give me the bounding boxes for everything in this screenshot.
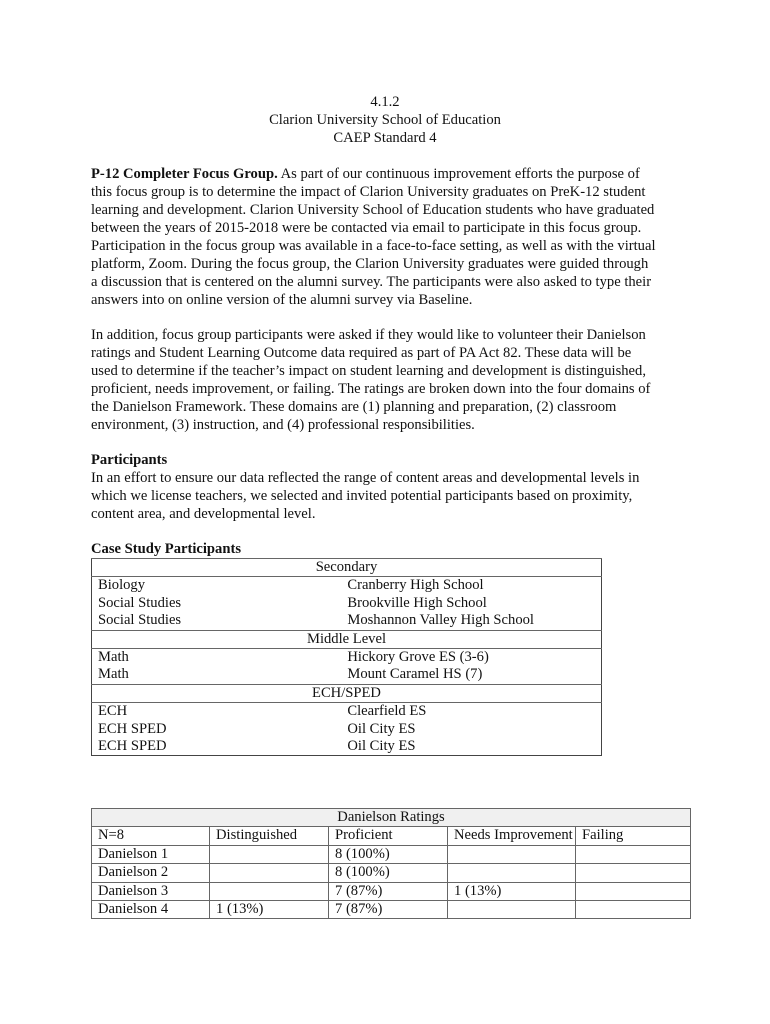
intro-paragraph bbox=[91, 165, 681, 309]
group-heading: Secondary bbox=[92, 559, 602, 577]
column-header-row bbox=[92, 827, 691, 845]
column-header: Failing bbox=[576, 827, 691, 845]
document-header bbox=[0, 93, 770, 147]
school-cell: Moshannon Valley High School bbox=[347, 612, 534, 629]
danielson-ratings-table bbox=[91, 808, 691, 919]
addition-line: In addition, focus group participants were asked if they would like to volunteer their Danielson bbox=[91, 327, 646, 343]
group-row bbox=[92, 630, 602, 648]
participants-section bbox=[91, 451, 681, 523]
school-cell: Hickory Grove ES (3-6) bbox=[347, 649, 489, 666]
column-header: N=8 bbox=[92, 827, 210, 845]
school-cell: Mount Caramel HS (7) bbox=[347, 666, 483, 683]
intro-line: a discussion that is centered on the alumni survey. The participants were also asked to type their bbox=[91, 274, 652, 290]
group-row bbox=[92, 684, 602, 702]
school-cell: Brookville High School bbox=[347, 594, 487, 611]
institution-name: Clarion University School of Education bbox=[269, 112, 501, 128]
table-row bbox=[92, 721, 602, 738]
domain-cell: Danielson 3 bbox=[92, 882, 210, 900]
table-title-row bbox=[92, 809, 691, 827]
group-row bbox=[92, 559, 602, 577]
school-cell: Cranberry High School bbox=[347, 577, 484, 594]
danielson-table-title: Danielson Ratings bbox=[92, 809, 691, 827]
table-row bbox=[92, 882, 691, 900]
rating-cell: 7 (87%) bbox=[329, 882, 448, 900]
intro-line: platform, Zoom. During the focus group, the Clarion University graduates were guided through bbox=[91, 256, 649, 272]
rating-cell bbox=[210, 882, 329, 900]
addition-line: proficient, needs improvement, or failing. The ratings are broken down into the four domains of bbox=[91, 381, 651, 397]
table-row bbox=[92, 864, 691, 882]
rating-cell: 8 (100%) bbox=[329, 864, 448, 882]
participants-line: which we license teachers, we selected and invited potential participants based on proximity, bbox=[91, 488, 633, 504]
domain-cell: Danielson 1 bbox=[92, 845, 210, 863]
table-row bbox=[92, 738, 602, 756]
intro-line: learning and development. Clarion University School of Education students who have graduated bbox=[91, 202, 655, 218]
table-row bbox=[92, 666, 602, 684]
table-row bbox=[92, 595, 602, 612]
domain-cell: Danielson 4 bbox=[92, 901, 210, 919]
column-header: Needs Improvement bbox=[448, 827, 576, 845]
participants-line: In an effort to ensure our data reflected the range of content areas and developmental levels in bbox=[91, 470, 640, 486]
rating-cell bbox=[210, 845, 329, 863]
rating-cell bbox=[576, 864, 691, 882]
table-row bbox=[92, 649, 602, 667]
content-area-cell: Math bbox=[98, 666, 129, 683]
column-header: Proficient bbox=[329, 827, 448, 845]
content-area-cell: Social Studies bbox=[98, 594, 182, 611]
case-study-title: Case Study Participants bbox=[91, 541, 241, 557]
group-heading: ECH/SPED bbox=[92, 684, 602, 702]
content-area-cell: Math bbox=[98, 649, 129, 666]
addition-line: the Danielson Framework. These domains are (1) planning and preparation, (2) classroom bbox=[91, 399, 617, 415]
table-row bbox=[92, 703, 602, 721]
content-area-cell: Biology bbox=[98, 577, 146, 594]
rating-cell bbox=[448, 845, 576, 863]
table-row bbox=[92, 845, 691, 863]
intro-line: Participation in the focus group was available in a face-to-face setting, as well as with the virtual bbox=[91, 238, 656, 254]
rating-cell bbox=[576, 882, 691, 900]
intro-line: this focus group is to determine the impact of Clarion University graduates on PreK-12 student bbox=[91, 184, 646, 200]
standard-title: CAEP Standard 4 bbox=[333, 130, 437, 146]
case-study-table bbox=[91, 558, 602, 756]
section-number: 4.1.2 bbox=[370, 94, 400, 110]
domain-cell: Danielson 2 bbox=[92, 864, 210, 882]
addition-line: used to determine if the teacher’s impact on student learning and development is distinguished, bbox=[91, 363, 646, 379]
rating-cell: 1 (13%) bbox=[448, 882, 576, 900]
table-row bbox=[92, 612, 602, 630]
content-area-cell: ECH SPED bbox=[98, 720, 167, 737]
rating-cell bbox=[576, 845, 691, 863]
addition-line: ratings and Student Learning Outcome data required as part of PA Act 82. These data will be bbox=[91, 345, 632, 361]
rating-cell: 1 (13%) bbox=[210, 901, 329, 919]
addition-line: environment, (3) instruction, and (4) professional responsibilities. bbox=[91, 417, 475, 433]
rating-cell bbox=[576, 901, 691, 919]
participants-line: content area, and developmental level. bbox=[91, 506, 316, 522]
rating-cell: 8 (100%) bbox=[329, 845, 448, 863]
table-row bbox=[92, 901, 691, 919]
participants-heading: Participants bbox=[91, 452, 168, 468]
rating-cell bbox=[210, 864, 329, 882]
table-row bbox=[92, 577, 602, 595]
school-cell: Oil City ES bbox=[347, 720, 416, 737]
addition-paragraph bbox=[91, 326, 681, 434]
content-area-cell: Social Studies bbox=[98, 612, 182, 629]
rating-cell bbox=[448, 901, 576, 919]
intro-line: answers into on online version of the alumni survey via Baseline. bbox=[91, 292, 473, 308]
intro-line: P-12 Completer Focus Group. As part of our continuous improvement efforts the purpose of bbox=[91, 166, 640, 182]
rating-cell: 7 (87%) bbox=[329, 901, 448, 919]
column-header: Distinguished bbox=[210, 827, 329, 845]
intro-line: between the years of 2015-2018 were be contacted via email to participate in this focus group. bbox=[91, 220, 642, 236]
school-cell: Oil City ES bbox=[347, 738, 416, 755]
content-area-cell: ECH SPED bbox=[98, 738, 167, 755]
intro-bold-lead: P-12 Completer Focus Group. bbox=[91, 166, 278, 182]
content-area-cell: ECH bbox=[98, 703, 128, 720]
school-cell: Clearfield ES bbox=[347, 703, 427, 720]
group-heading: Middle Level bbox=[92, 630, 602, 648]
rating-cell bbox=[448, 864, 576, 882]
